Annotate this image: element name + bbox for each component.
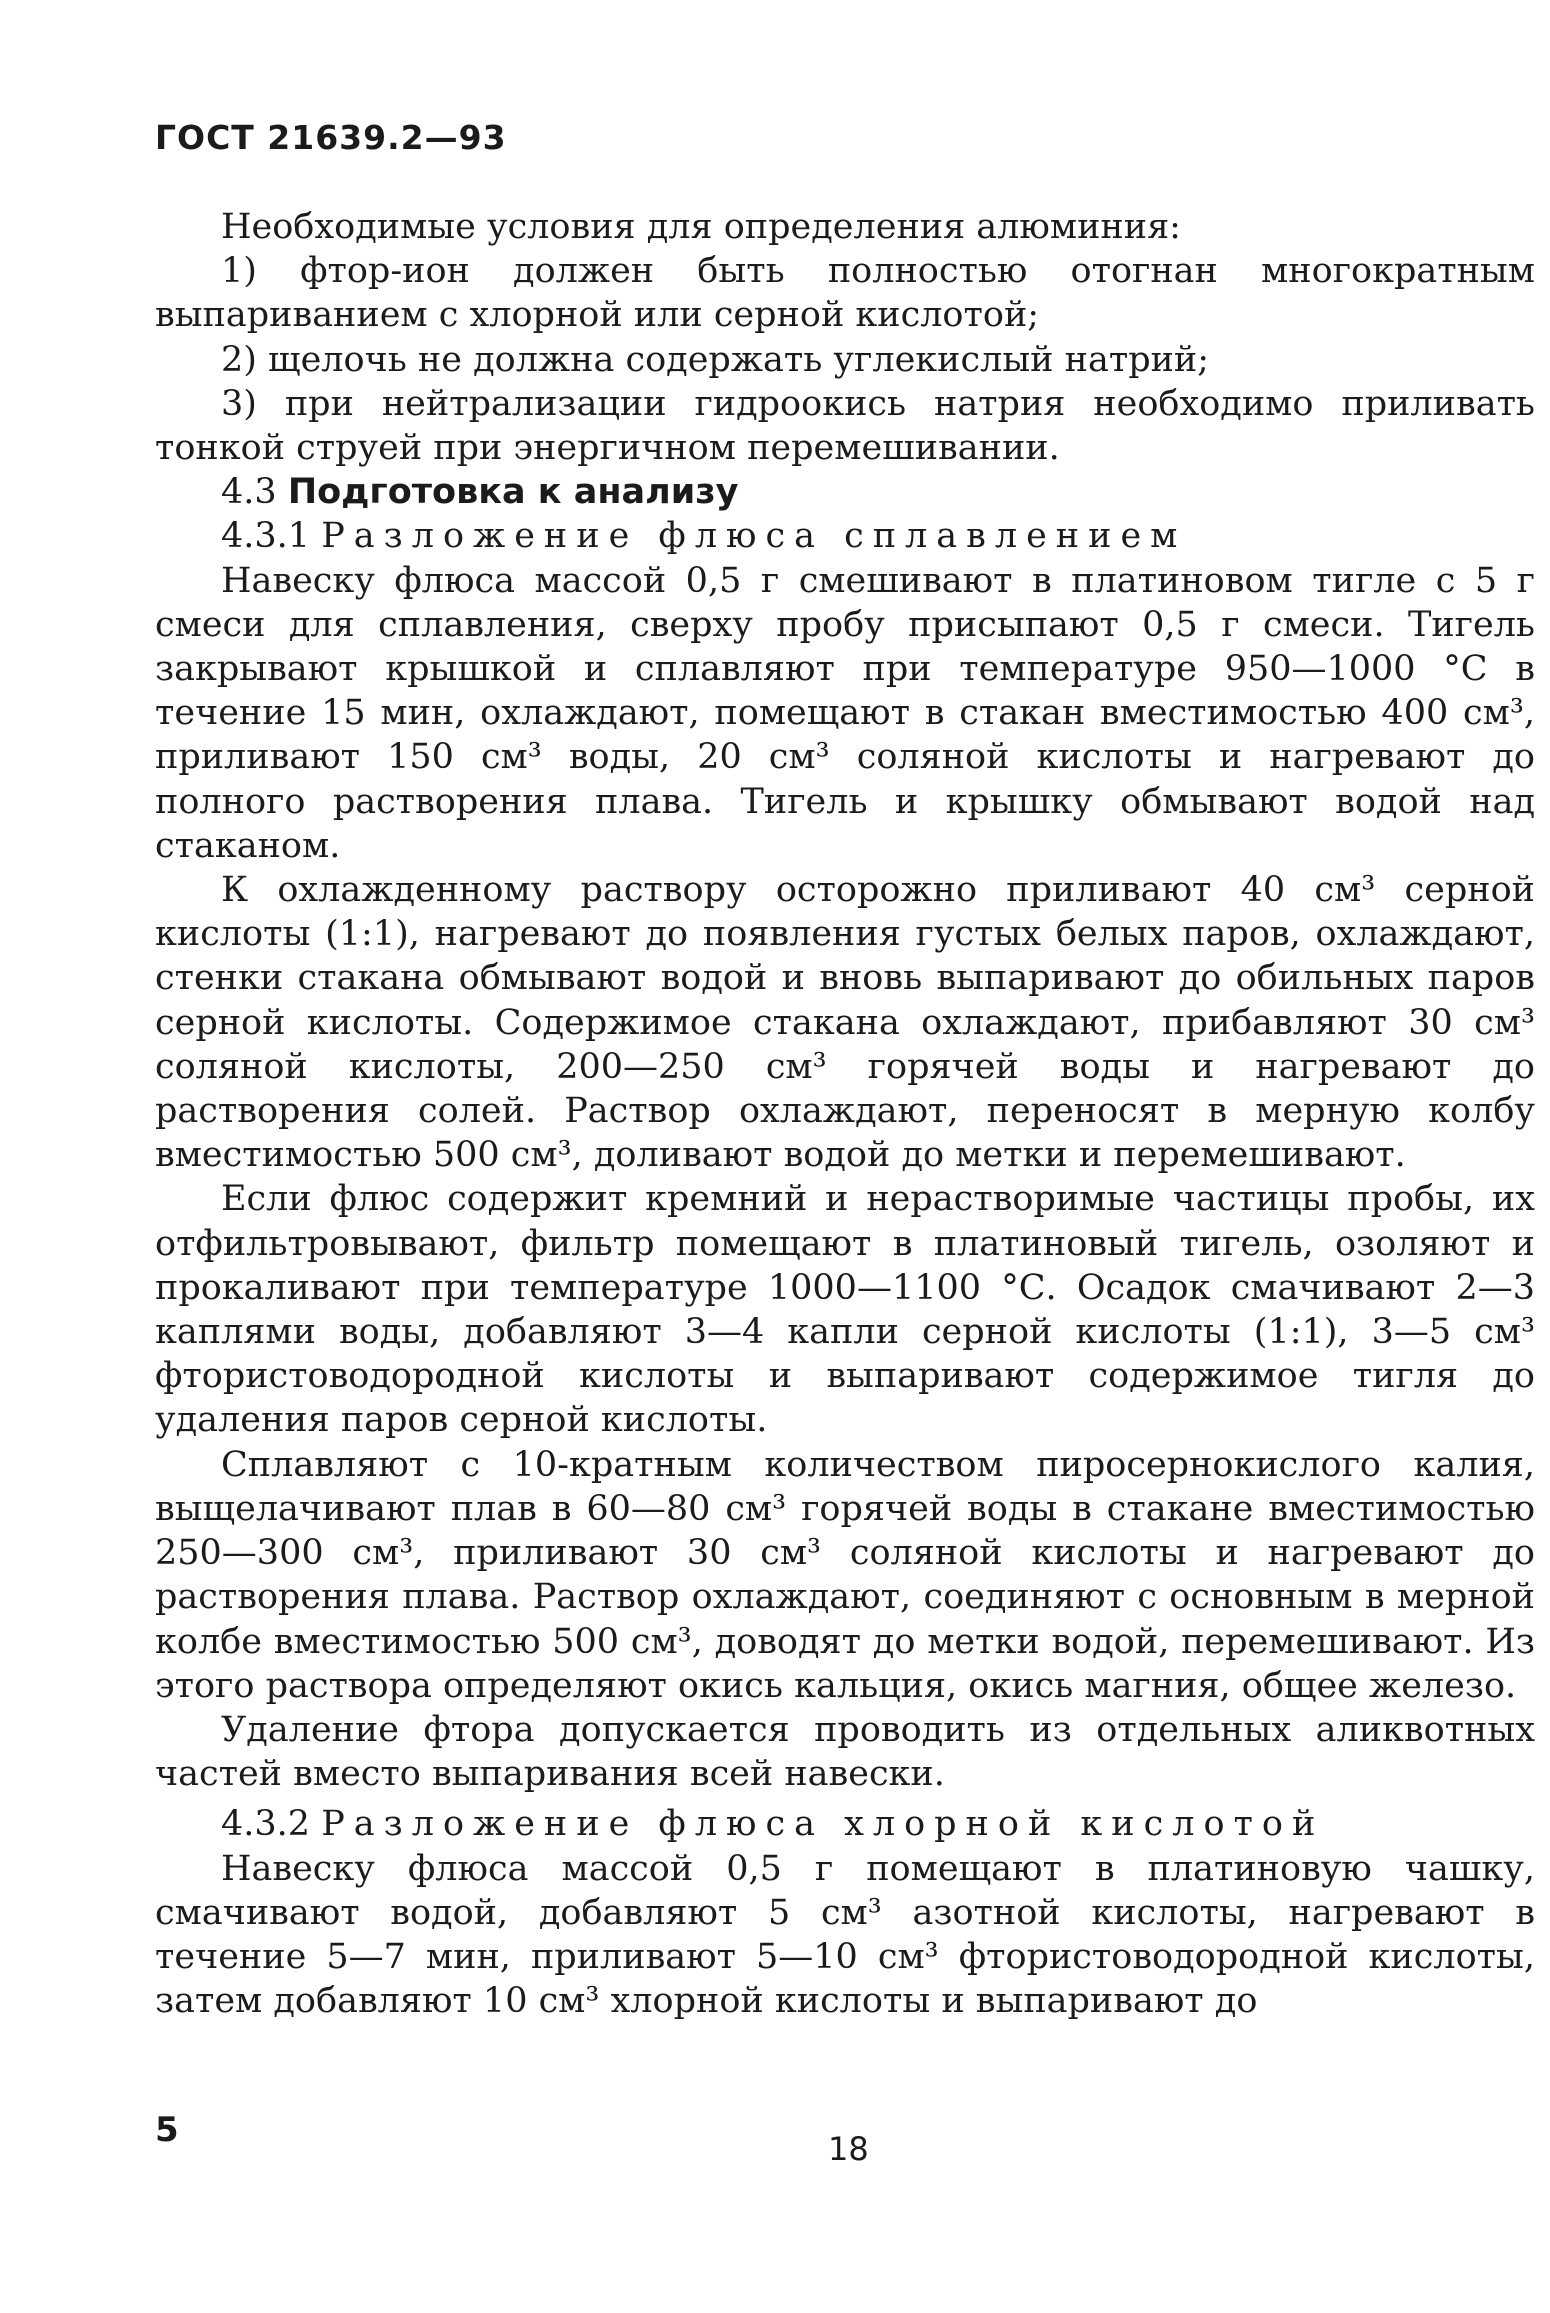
- paragraph: Сплавляют с 10-кратным количеством пиросернокислого калия, выщелачивают плав в 60—80 см³ горячей воды в стакане вместимостью 250—300 см³, приливают 30 см³ соляной кислоты и нагревают до растворения плава. Раствор охлаждают, соединяют с основным в мерной колбе вместимостью 500 см³, доводят до метки водой, перемешивают. Из этого раствора определяют окись кальция, окись магния, общее железо.: [155, 1444, 1535, 1706]
- subsection-title: Разложение флюса хлорной кислотой: [321, 1804, 1325, 1845]
- paragraph: 2) щелочь не должна содержать углекислый натрий;: [221, 339, 1210, 380]
- paragraph: Необходимые условия для определения алюминия:: [221, 207, 1181, 247]
- paragraph: К охлажденному раствору осторожно приливают 40 см³ серной кислоты (1:1), нагревают до появления густых белых паров, охлаждают, стенки стакана обмывают водой и вновь выпаривают до обильных паров серной кислоты. Содержимое стакана охлаждают, прибавляют 30 см³ соляной кислоты, 200—250 см³ горячей воды и нагревают до растворения солей. Раствор охлаждают, переносят в мерную колбу вместимостью 500 см³, доливают водой до метки и перемешивают.: [155, 870, 1535, 1176]
- subsection-heading-4-3-2: [155, 1802, 1535, 1846]
- paragraph: 1) фтор-ион должен быть полностью отогнан многократным выпариванием с хлорной или серной кислотой;: [155, 251, 1535, 336]
- paragraph: Если флюс содержит кремний и нерастворимые частицы пробы, их отфильтровывают, фильтр помещают в платиновый тигель, озоляют и прокаливают при температуре 1000—1100 °С. Осадок смачивают 2—3 каплями воды, добавляют 3—4 капли серной кислоты (1:1), 3—5 см³ фтористоводородной кислоты и выпаривают содержимое тигля до удаления паров серной кислоты.: [155, 1179, 1535, 1441]
- section-title: Подготовка к анализу: [287, 472, 739, 513]
- subsection-number: 4.3.1: [221, 516, 311, 557]
- paragraph: Удаление фтора допускается проводить из отдельных аликвотных частей вместо выпаривания всей навески.: [155, 1709, 1535, 1795]
- document-code-header: ГОСТ 21639.2—93: [155, 118, 507, 157]
- footer-mark: 5: [155, 2110, 179, 2150]
- page-number: 18: [828, 2130, 869, 2168]
- paragraph: Навеску флюса массой 0,5 г помещают в платиновую чашку, смачивают водой, добавляют 5 см³ азотной кислоты, нагревают в течение 5—7 мин, приливают 5—10 см³ фтористоводородной кислоты, затем добавляют 10 см³ хлорной кислоты и выпаривают до: [155, 1848, 1535, 2022]
- subsection-number: 4.3.2: [221, 1804, 311, 1845]
- subsection-heading-4-3-1: [155, 514, 1535, 558]
- section-number: 4.3: [221, 472, 277, 513]
- paragraph: Навеску флюса массой 0,5 г смешивают в платиновом тигле с 5 г смеси для сплавления, сверху пробу присыпают 0,5 г смеси. Тигель закрывают крышкой и сплавляют при температуре 950—1000 °С в течение 15 мин, охлаждают, помещают в стакан вместимостью 400 см³, приливают 150 см³ воды, 20 см³ соляной кислоты и нагревают до полного растворения плава. Тигель и крышку обмывают водой над стаканом.: [155, 560, 1535, 866]
- document-body: [155, 205, 1535, 2023]
- paragraph: 3) при нейтрализации гидроокись натрия необходимо приливать тонкой струей при энергичном перемешивании.: [155, 383, 1535, 469]
- section-heading-4-3: [155, 470, 1535, 514]
- subsection-title: Разложение флюса сплавлением: [321, 516, 1187, 557]
